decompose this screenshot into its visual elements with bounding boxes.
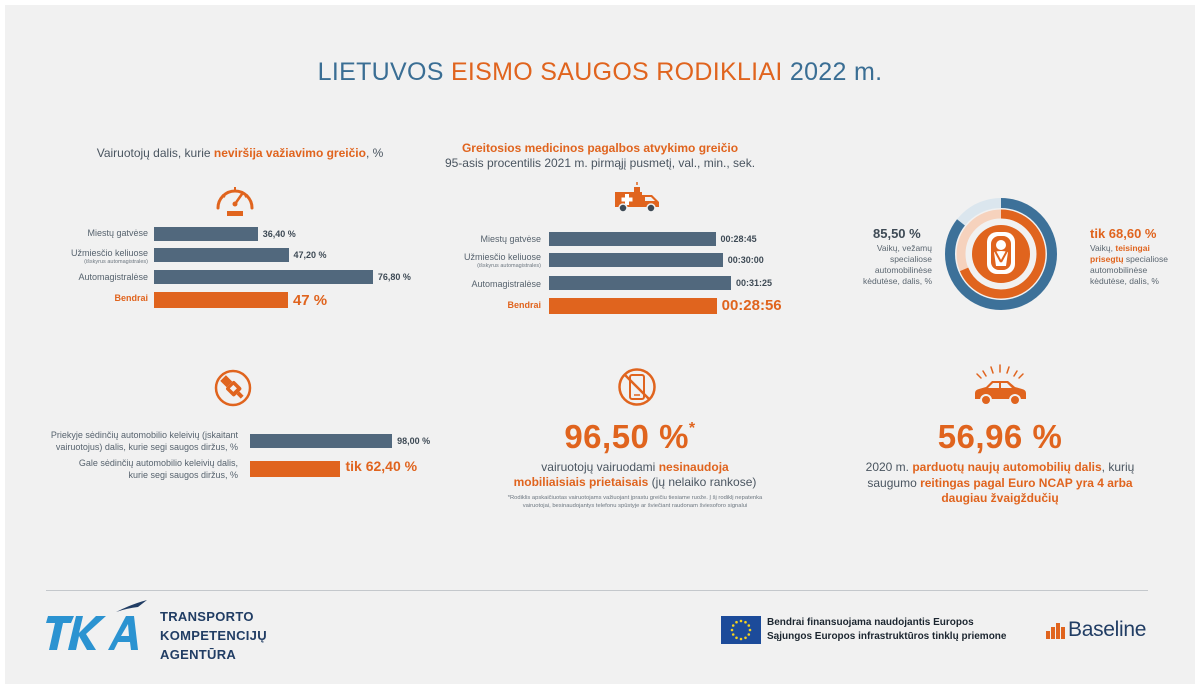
amb-value-total: 00:28:56 (721, 297, 782, 314)
speed-value-total: 47 % (292, 292, 328, 309)
eu-funding-text: Bendrai finansuojama naudojantis Europos Sąjungos Europos infrastruktūros tinklų priemone (767, 617, 1007, 642)
amb-bar-total (549, 298, 717, 314)
speed-label-rural: Užmiesčio keliuose (išskyrus automagistrales) (70, 248, 148, 265)
child-seat-ring-chart (943, 196, 1059, 312)
ring-left-text: Vaikų, vežamų specialiose automobilinėse kėdutėse, dalis, % (863, 243, 932, 286)
amb-value-highway: 00:31:25 (736, 278, 773, 288)
ncap-big-value: 56,96 % (937, 418, 1063, 455)
child-seat-icon (972, 225, 1030, 283)
ring-left-value: 85,50 % (873, 226, 921, 241)
page-title: LIETUVOS EISMO SAUGOS RODIKLIAI 2022 m. (317, 58, 883, 86)
belt-bar-rear (250, 461, 340, 477)
amb-bar-rural (549, 253, 723, 267)
tka-logo-icon (46, 598, 150, 656)
car-stars-icon (970, 363, 1030, 409)
amb-value-city: 00:28:45 (720, 234, 757, 244)
speed-label-highway: Automagistralėse (78, 272, 148, 282)
amb-label-city: Miestų gatvėse (480, 234, 541, 244)
ring-right-text: Vaikų, teisingai prisegtų specialiose automobilinėse kėdutėse, dalis, % (1090, 243, 1168, 286)
amb-label-highway: Automagistralėse (471, 279, 541, 289)
belt-bar-front (250, 434, 392, 448)
ring-right-value: tik 68,60 % (1090, 226, 1157, 241)
phone-big-value: 96,50 %* (564, 418, 696, 455)
speed-value-rural: 47,20 % (293, 250, 327, 260)
baseline-logo-icon (1046, 621, 1068, 639)
ambulance-icon (612, 182, 664, 214)
footer-divider (46, 590, 1148, 591)
tka-logo-text: TRANSPORTO KOMPETENCIJŲ AGENTŪRA (160, 609, 267, 662)
amb-label-rural: Užmiesčio keliuose (išskyrus automagistrales) (463, 252, 541, 269)
amb-value-rural: 00:30:00 (727, 255, 764, 265)
speed-bar-total (154, 292, 288, 308)
eu-flag-icon (721, 616, 761, 644)
amb-bar-city (549, 232, 716, 246)
belt-value-front: 98,00 % (397, 436, 431, 446)
speed-label-city: Miestų gatvėse (87, 228, 148, 238)
speed-value-highway: 76,80 % (377, 272, 411, 282)
ambulance-chart-title: Greitosios medicinos pagalbos atvykimo greičio 95-asis procentilis 2021 m. pirmąjį pusmetį, val., min., sek. (444, 141, 756, 170)
speed-bar-rural (154, 248, 289, 262)
no-phone-icon (617, 366, 657, 408)
speed-value-city: 36,40 % (262, 229, 296, 239)
speed-bar-city (154, 227, 258, 241)
belt-value-rear: tik 62,40 % (345, 458, 418, 474)
amb-bar-highway (549, 276, 731, 290)
phone-footnote: *Rodiklis apskaičiuotas vairuotojams važiuojant įprastu greičiu tiesiame ruože. Į šį rodiklį nepatenka vairuotojai, besinaudojantys telefonu spūstyje ar šviečiant raudonam šviesoforo signalui (507, 495, 763, 509)
speedometer-icon (212, 178, 258, 218)
belt-label-rear: Gale sėdinčių automobilio keleivių dalis, kurie segi saugos diržus, % (78, 458, 238, 480)
speed-bar-highway (154, 270, 373, 284)
speed-label-total: Bendrai (114, 293, 148, 303)
baseline-logo-text: Baseline (1068, 618, 1147, 641)
phone-caption: vairuotojų vairuodami nesinaudoja mobiliaisiais prietaisais (jų nelaiko rankose) (513, 460, 757, 489)
speed-chart-title: Vairuotojų dalis, kurie neviršija važiavimo greičio, % (96, 146, 384, 160)
amb-label-total: Bendrai (507, 300, 541, 310)
infographic-background (5, 5, 1195, 684)
belt-label-front: Priekyje sėdinčių automobilio keleivių (įskaitant vairuotojus) dalis, kurie segi saugos diržus, % (50, 430, 238, 452)
ncap-caption: 2020 m. parduotų naujų automobilių dalis, kurių saugumo reitingas pagal Euro NCAP yra 4 arba daugiau žvaigždučių (865, 460, 1135, 505)
seatbelt-icon (213, 368, 253, 408)
